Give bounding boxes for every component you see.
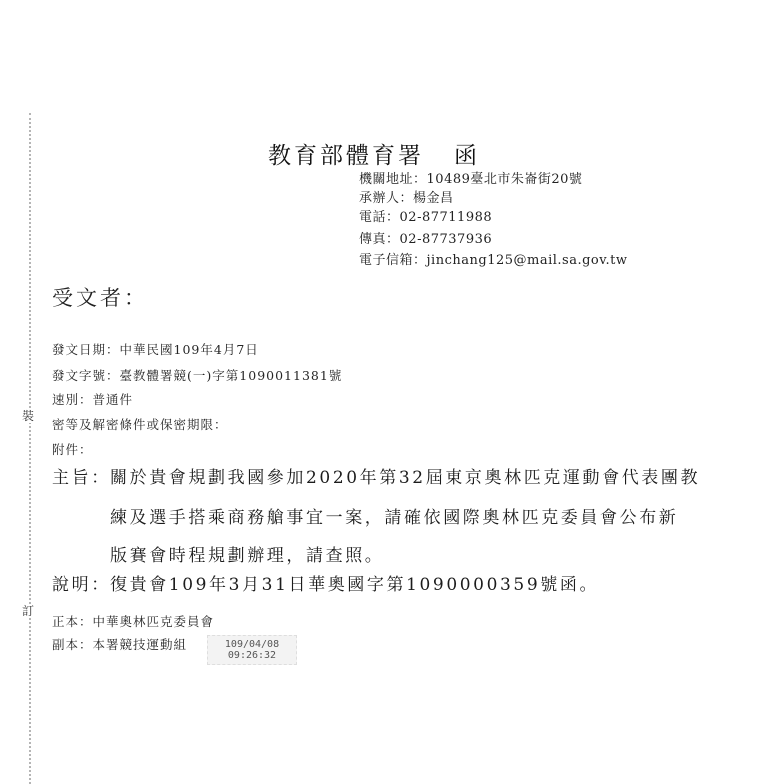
original-recipient: 正本：中華奧林匹克委員會 (52, 614, 215, 629)
sender-contact-person: 承辦人：楊金昌 (359, 191, 454, 206)
binding-mark-ding: 訂 (22, 604, 35, 618)
binding-margin-dotted-line (29, 113, 31, 784)
recipient-label: 受文者： (52, 286, 148, 310)
attachments: 附件： (52, 442, 93, 457)
document-header (268, 137, 480, 170)
explanation-text: 復貴會109年3月31日華奧國字第1090000359號函。 (110, 575, 600, 595)
subject-line-1: 關於貴會規劃我國參加2020年第32屆東京奧林匹克運動會代表團教 (110, 468, 701, 488)
subject-line-2: 練及選手搭乘商務艙事宜一案，請確依國際奧林匹克委員會公布新 (110, 508, 679, 528)
issue-date: 發文日期：中華民國109年4月7日 (52, 342, 259, 357)
document-number: 發文字號：臺教體署競(一)字第1090011381號 (52, 368, 343, 383)
document-type: 函 (454, 143, 480, 169)
confidentiality: 密等及解密條件或保密期限： (52, 417, 228, 432)
receipt-timestamp-stamp (207, 635, 297, 665)
agency-title: 教育部體育署 (268, 143, 424, 169)
stamp-time: 09:26:32 (227, 650, 277, 661)
binding-mark-zhuang: 裝 (22, 409, 35, 423)
sender-fax: 傳真：02-87737936 (359, 232, 493, 247)
delivery-speed: 速別：普通件 (52, 392, 134, 407)
explanation-label: 說明： (52, 575, 111, 595)
subject-label: 主旨： (52, 468, 111, 488)
sender-address: 機關地址：10489臺北市朱崙街20號 (359, 172, 583, 187)
sender-phone: 電話：02-87711988 (359, 210, 493, 225)
subject-line-3: 版賽會時程規劃辦理，請查照。 (110, 546, 385, 566)
sender-email: 電子信箱：jinchang125@mail.sa.gov.tw (359, 253, 628, 268)
stamp-date: 109/04/08 (224, 639, 280, 650)
copy-recipient: 副本：本署競技運動組 (52, 637, 188, 652)
